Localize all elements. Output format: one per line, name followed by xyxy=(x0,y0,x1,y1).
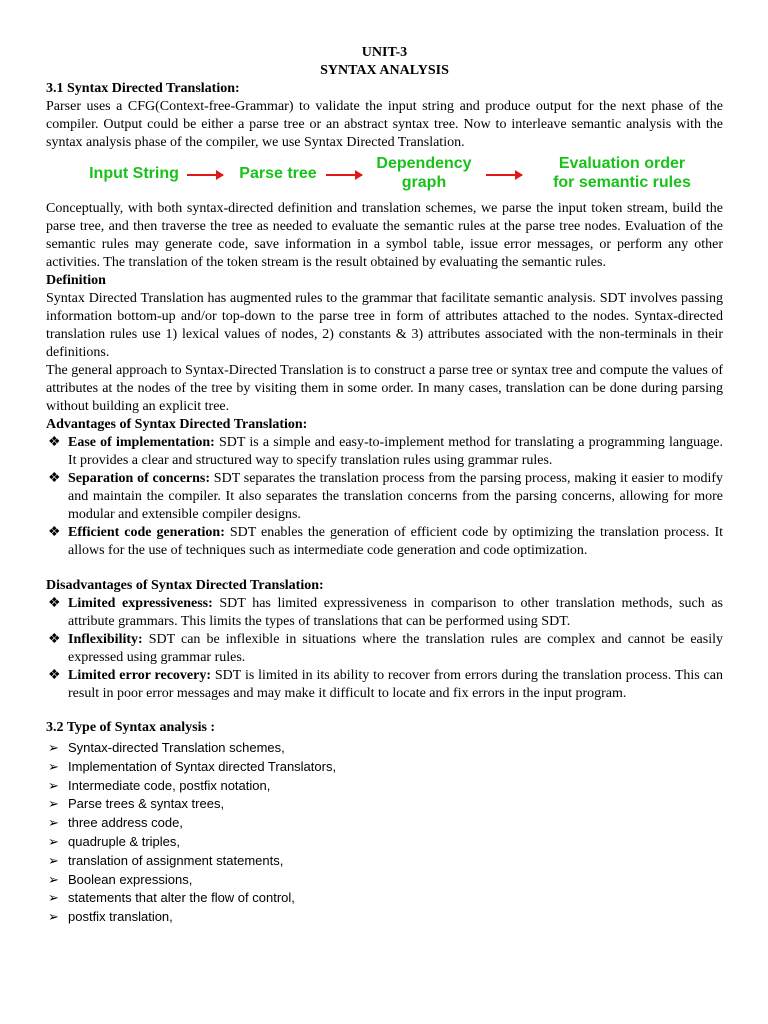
advantages-title: Advantages of Syntax Directed Translation: xyxy=(46,417,308,432)
syntax-analysis-types-list xyxy=(46,739,723,927)
flow-parse-tree: Parse tree xyxy=(239,165,317,182)
disadvantage-item xyxy=(46,595,723,631)
approach-paragraph: The general approach to Syntax-Directed Translation is to construct a parse tree or syntax tree and compute the values of attributes at the nodes of the tree by visiting them in some order. In many cases, translation can be done during parsing without building an explicit tree. xyxy=(46,363,723,414)
advantage-text: SDT is a simple and easy-to-implement method for translating a programming language. It provides a clear and structured way to specify translation rules using grammar rules. xyxy=(68,435,724,468)
list-item xyxy=(46,739,723,758)
diamond-bullet-icon: ❖ xyxy=(48,525,61,540)
list-item xyxy=(46,871,723,890)
advantage-text: SDT separates the translation process from the parsing process, making it easier to modify and maintain the compiler. It also separates the translation concerns from the parsing concerns, allowing for more modular and extensible compiler designs. xyxy=(68,471,723,522)
advantage-item xyxy=(46,470,723,524)
spacer xyxy=(46,560,723,577)
list-item-text: Parse trees & syntax trees, xyxy=(68,796,225,812)
diamond-bullet-icon: ❖ xyxy=(48,668,61,683)
list-item xyxy=(46,758,723,777)
disadvantage-term: Limited expressiveness: xyxy=(68,596,213,611)
list-item-text: three address code, xyxy=(68,815,183,831)
list-item xyxy=(46,833,723,852)
document-body xyxy=(46,44,723,927)
disadvantage-text: SDT is limited in its ability to recover from errors during the translation process. This can result in poor error messages and may make it difficult to locate and fix errors in the input program. xyxy=(68,668,724,701)
arrowhead-bullet-icon: ➢ xyxy=(48,833,59,849)
spacer xyxy=(46,703,723,719)
list-item xyxy=(46,852,723,871)
flow-evaluation-line2: for semantic rules xyxy=(553,174,691,191)
arrowhead-bullet-icon: ➢ xyxy=(48,815,59,831)
unit-heading: UNIT-3 xyxy=(361,45,408,60)
subject-heading: SYNTAX ANALYSIS xyxy=(320,63,449,78)
flow-evaluation-order xyxy=(538,154,706,192)
arrowhead-bullet-icon: ➢ xyxy=(48,777,59,793)
arrowhead-bullet-icon: ➢ xyxy=(48,890,59,906)
intro-paragraph: Parser uses a CFG(Context-free-Grammar) to validate the input string and produce output for the next phase of the compiler. Output could be either a parse tree or an abstract syntax tree. Now to interleave semantic analysis with the syntax analysis phase of the compiler, we use Syntax Directed Translation. xyxy=(46,99,723,150)
flow-input-string: Input String xyxy=(89,165,179,182)
advantage-term: Ease of implementation: xyxy=(68,435,215,450)
flow-dependency-line2: graph xyxy=(401,174,447,191)
list-item xyxy=(46,777,723,796)
diamond-bullet-icon: ❖ xyxy=(48,632,61,647)
diamond-bullet-icon: ❖ xyxy=(48,435,61,450)
advantage-text: SDT enables the generation of efficient code by optimizing the translation process. It allows for the use of techniques such as intermediate code generation and code optimization. xyxy=(68,525,723,558)
diamond-bullet-icon: ❖ xyxy=(48,471,61,486)
arrowhead-bullet-icon: ➢ xyxy=(48,852,59,868)
section-3-2-title: 3.2 Type of Syntax analysis : xyxy=(46,720,216,735)
advantage-item xyxy=(46,524,723,560)
list-item xyxy=(46,908,723,927)
section-3-1-title: 3.1 Syntax Directed Translation: xyxy=(46,81,240,96)
arrowhead-bullet-icon: ➢ xyxy=(48,796,59,812)
list-item-text: postfix translation, xyxy=(68,909,173,925)
disadvantage-text: SDT has limited expressiveness in comparison to other translation methods, such as attribute grammars. This limits the types of translations that can be performed using SDT. xyxy=(68,596,723,629)
arrowhead-bullet-icon: ➢ xyxy=(48,758,59,774)
list-item xyxy=(46,889,723,908)
disadvantage-text: SDT can be inflexible in situations where the translation rules are complex and cannot be easily expressed using grammar rules. xyxy=(68,632,723,665)
arrowhead-bullet-icon: ➢ xyxy=(48,909,59,925)
list-item xyxy=(46,814,723,833)
list-item-text: Implementation of Syntax directed Translators, xyxy=(68,758,337,774)
definition-title: Definition xyxy=(46,273,106,288)
list-item-text: translation of assignment statements, xyxy=(68,852,284,868)
advantage-term: Efficient code generation: xyxy=(68,525,225,540)
arrowhead-bullet-icon: ➢ xyxy=(48,740,59,755)
disadvantages-title: Disadvantages of Syntax Directed Translation: xyxy=(46,578,324,593)
list-item-text: Intermediate code, postfix notation, xyxy=(68,777,271,793)
arrowhead-bullet-icon: ➢ xyxy=(48,871,59,887)
flow-arrow-2 xyxy=(326,174,362,176)
definition-paragraph: Syntax Directed Translation has augmented rules to the grammar that facilitate semantic analysis. SDT involves passing information bottom-up and/or top-down to the parse tree in form of attributes attached to the nodes. Syntax-directed translation rules use 1) lexical values of nodes, 2) constants & 3) attributes associated with the non-terminals in their definitions. xyxy=(46,291,723,360)
disadvantage-term: Inflexibility: xyxy=(68,632,143,647)
list-item-text: Syntax-directed Translation schemes, xyxy=(68,740,285,755)
advantages-list xyxy=(46,434,723,560)
flow-dependency-graph xyxy=(371,154,477,192)
list-item-text: quadruple & triples, xyxy=(68,833,181,849)
disadvantages-list xyxy=(46,595,723,703)
flow-dependency-line1: Dependency xyxy=(376,155,472,172)
list-item-text: Boolean expressions, xyxy=(68,871,193,887)
diamond-bullet-icon: ❖ xyxy=(48,596,61,611)
disadvantage-item xyxy=(46,631,723,667)
concept-paragraph: Conceptually, with both syntax-directed definition and translation schemes, we parse the input token stream, build the parse tree, and then traverse the tree as needed to evaluate the semantic rules at the parse tree nodes. Evaluation of the semantic rules may generate code, save information in a symbol table, issue error messages, or perform any other activities. The translation of the token stream is the result obtained by evaluating the semantic rules. xyxy=(46,201,723,270)
disadvantage-term: Limited error recovery: xyxy=(68,668,212,683)
sdt-flow-diagram xyxy=(46,152,723,200)
flow-arrow-3 xyxy=(486,174,522,176)
advantage-item xyxy=(46,434,723,470)
flow-arrow-1 xyxy=(187,174,223,176)
list-item-text: statements that alter the flow of control, xyxy=(68,890,295,906)
list-item xyxy=(46,795,723,814)
disadvantage-item xyxy=(46,667,723,703)
flow-evaluation-line1: Evaluation order xyxy=(558,155,686,172)
advantage-term: Separation of concerns: xyxy=(68,471,211,486)
